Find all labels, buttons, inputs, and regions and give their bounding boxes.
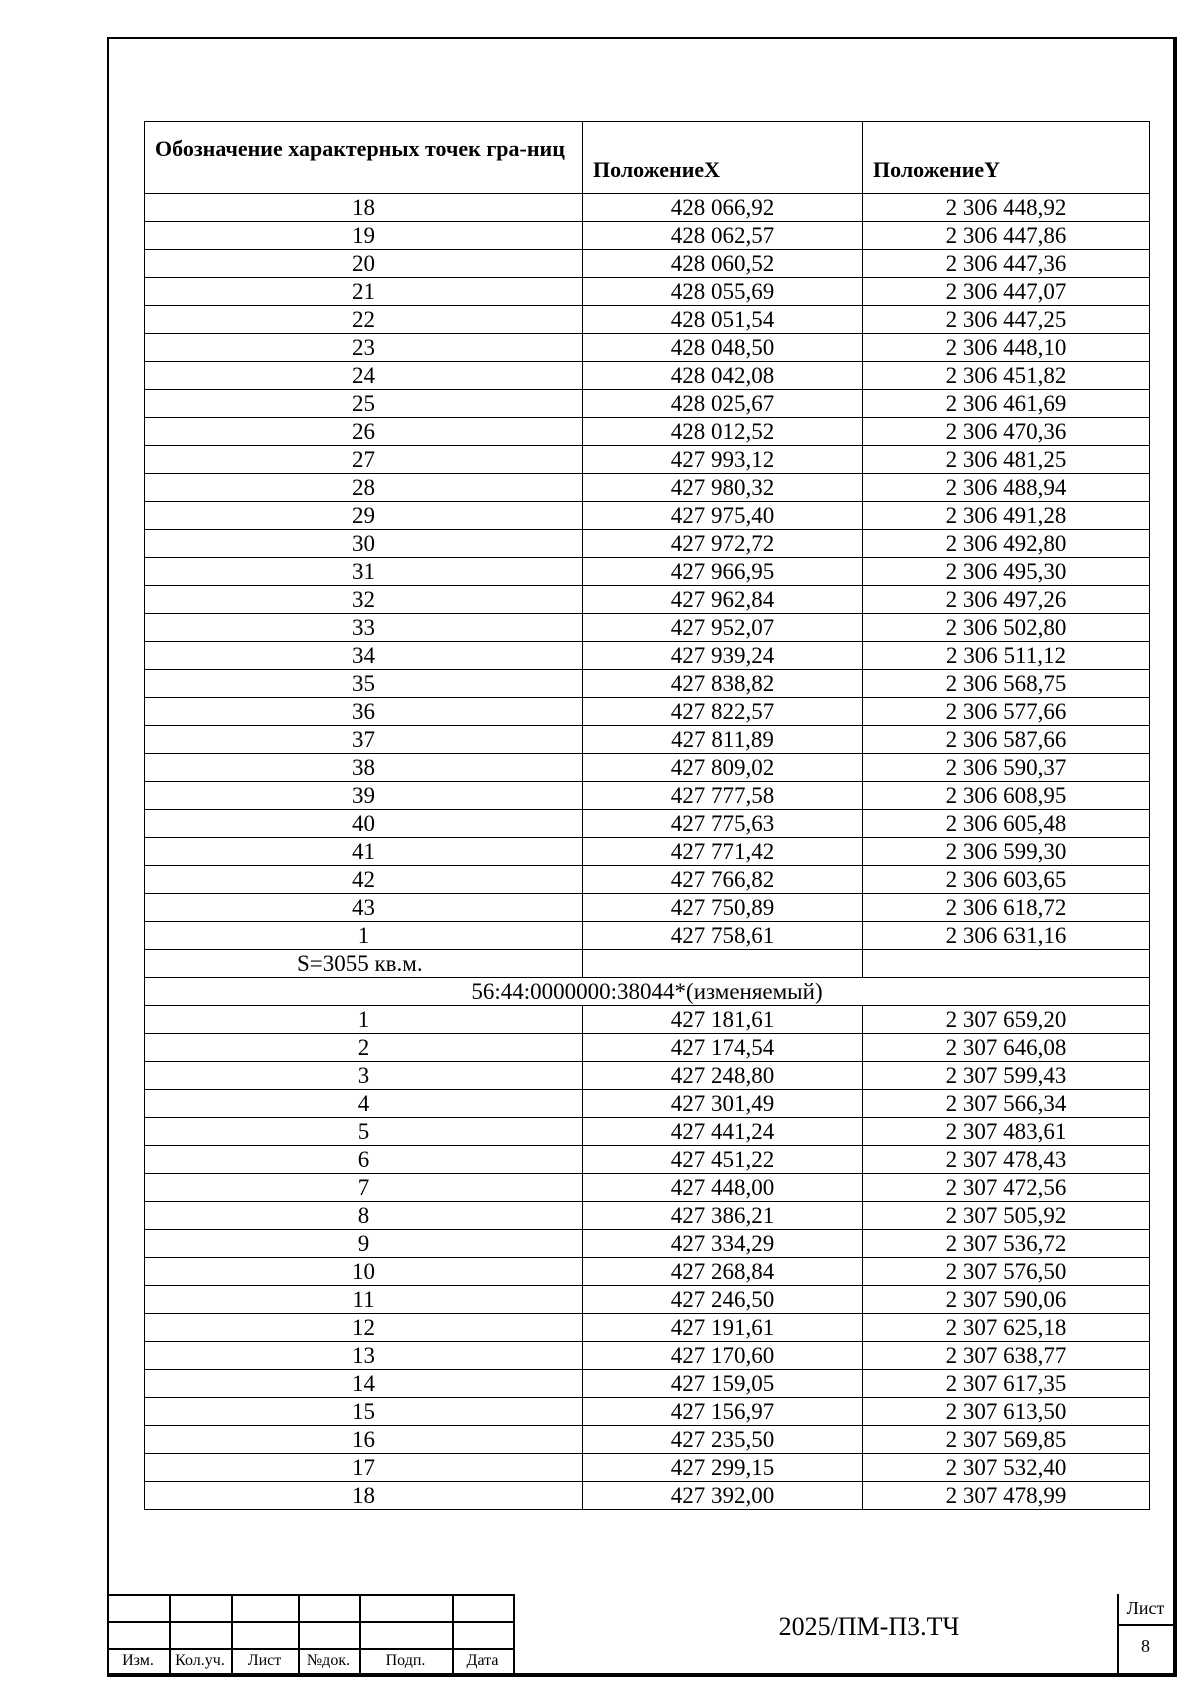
position-x-cell: 427 174,54: [583, 1034, 863, 1062]
position-x-cell: 427 952,07: [583, 614, 863, 642]
point-number-cell: 25: [145, 390, 583, 418]
point-number-cell: 42: [145, 866, 583, 894]
table-row: [145, 1398, 1150, 1426]
stamp-label-date: Дата: [466, 1652, 499, 1669]
frame-edge: [107, 1675, 1177, 1677]
position-x-cell: 428 012,52: [583, 418, 863, 446]
table-row: [145, 530, 1150, 558]
title-block: [107, 1594, 1175, 1675]
point-number-cell: 26: [145, 418, 583, 446]
point-number-cell: 3: [145, 1062, 583, 1090]
position-x-cell: 427 838,82: [583, 670, 863, 698]
table-row: [145, 446, 1150, 474]
point-number-cell: 23: [145, 334, 583, 362]
position-x-cell: 427 334,29: [583, 1230, 863, 1258]
position-y-cell: 2 306 605,48: [863, 810, 1150, 838]
position-x-cell: 427 191,61: [583, 1314, 863, 1342]
point-number-cell: 1: [145, 922, 583, 950]
position-x-cell: 427 758,61: [583, 922, 863, 950]
position-y-cell: 2 307 625,18: [863, 1314, 1150, 1342]
position-y-cell: 2 307 566,34: [863, 1090, 1150, 1118]
position-y-cell: 2 306 448,10: [863, 334, 1150, 362]
point-number-cell: 33: [145, 614, 583, 642]
point-number-cell: 7: [145, 1174, 583, 1202]
position-x-cell: 427 766,82: [583, 866, 863, 894]
position-y-cell: 2 306 603,65: [863, 866, 1150, 894]
table-row: [145, 222, 1150, 250]
stamp-label-sheet: Лист: [247, 1652, 282, 1669]
position-x-cell: 427 386,21: [583, 1202, 863, 1230]
point-number-cell: 16: [145, 1426, 583, 1454]
position-y-cell: 2 307 505,92: [863, 1202, 1150, 1230]
header-point-designation: Обозначение характерных точек гра-ниц: [145, 122, 583, 194]
document-number: 2025/ПМ-ПЗ.ТЧ: [778, 1612, 960, 1641]
position-y-cell: 2 307 536,72: [863, 1230, 1150, 1258]
table-body: [145, 194, 1150, 1510]
table-row: [145, 502, 1150, 530]
table-row: [145, 1174, 1150, 1202]
header-position-x: ПоложениеX: [583, 122, 863, 194]
position-y-cell: 2 306 451,82: [863, 362, 1150, 390]
point-number-cell: 5: [145, 1118, 583, 1146]
position-x-cell: 427 750,89: [583, 894, 863, 922]
position-y-cell: 2 306 461,69: [863, 390, 1150, 418]
position-y-cell: 2 307 646,08: [863, 1034, 1150, 1062]
point-number-cell: 15: [145, 1398, 583, 1426]
point-number-cell: 24: [145, 362, 583, 390]
position-y-cell: 2 306 608,95: [863, 782, 1150, 810]
sheet-label: Лист: [1126, 1598, 1165, 1618]
position-y-cell: 2 307 569,85: [863, 1426, 1150, 1454]
position-x-cell: 427 301,49: [583, 1090, 863, 1118]
position-y-cell: 2 307 599,43: [863, 1062, 1150, 1090]
point-number-cell: 27: [145, 446, 583, 474]
point-number-cell: 12: [145, 1314, 583, 1342]
position-y-cell: 2 306 568,75: [863, 670, 1150, 698]
table-row: [145, 1454, 1150, 1482]
table-row: [145, 1034, 1150, 1062]
position-x-cell: 427 156,97: [583, 1398, 863, 1426]
position-y-cell: 2 307 617,35: [863, 1370, 1150, 1398]
position-x-cell: 427 980,32: [583, 474, 863, 502]
position-y-cell: 2 306 497,26: [863, 586, 1150, 614]
position-y-cell: 2 307 576,50: [863, 1258, 1150, 1286]
point-number-cell: 18: [145, 1482, 583, 1510]
position-y-cell: 2 307 483,61: [863, 1118, 1150, 1146]
table-row: [145, 810, 1150, 838]
table-row: [145, 1118, 1150, 1146]
point-number-cell: 6: [145, 1146, 583, 1174]
position-x-cell: 428 055,69: [583, 278, 863, 306]
point-number-cell: 43: [145, 894, 583, 922]
position-x-cell: 427 246,50: [583, 1286, 863, 1314]
position-y-cell: 2 307 532,40: [863, 1454, 1150, 1482]
point-number-cell: 37: [145, 726, 583, 754]
position-y-cell: 2 306 587,66: [863, 726, 1150, 754]
position-x-cell: 427 975,40: [583, 502, 863, 530]
table-row: [145, 558, 1150, 586]
position-x-cell: 427 268,84: [583, 1258, 863, 1286]
position-y-cell: 2 306 447,86: [863, 222, 1150, 250]
position-x-cell: 427 170,60: [583, 1342, 863, 1370]
position-y-cell: 2 306 491,28: [863, 502, 1150, 530]
table-row: [145, 334, 1150, 362]
point-number-cell: 40: [145, 810, 583, 838]
position-y-cell: 2 307 472,56: [863, 1174, 1150, 1202]
position-x-cell: 427 248,80: [583, 1062, 863, 1090]
point-number-cell: 38: [145, 754, 583, 782]
position-y-cell: 2 306 492,80: [863, 530, 1150, 558]
table-row: [145, 250, 1150, 278]
point-number-cell: 4: [145, 1090, 583, 1118]
point-number-cell: 39: [145, 782, 583, 810]
sheet-number: 8: [1141, 1636, 1150, 1656]
position-y-cell: 2 306 502,80: [863, 614, 1150, 642]
position-y-cell: 2 306 448,92: [863, 194, 1150, 222]
point-number-cell: 2: [145, 1034, 583, 1062]
position-y-cell: 2 306 618,72: [863, 894, 1150, 922]
position-y-cell: 2 307 478,43: [863, 1146, 1150, 1174]
table-row: [145, 1314, 1150, 1342]
empty-cell: [583, 950, 863, 978]
position-x-cell: 427 777,58: [583, 782, 863, 810]
position-x-cell: 428 048,50: [583, 334, 863, 362]
position-y-cell: 2 307 638,77: [863, 1342, 1150, 1370]
table-row: [145, 614, 1150, 642]
position-x-cell: 428 042,08: [583, 362, 863, 390]
position-x-cell: 427 822,57: [583, 698, 863, 726]
point-number-cell: 18: [145, 194, 583, 222]
point-number-cell: 36: [145, 698, 583, 726]
cadastral-number-title: 56:44:0000000:38044*(изменяемый): [145, 978, 1150, 1006]
table-row: [145, 1342, 1150, 1370]
point-number-cell: 34: [145, 642, 583, 670]
point-number-cell: 28: [145, 474, 583, 502]
position-x-cell: 427 392,00: [583, 1482, 863, 1510]
point-number-cell: 31: [145, 558, 583, 586]
table-row: [145, 698, 1150, 726]
area-value: S=3055 кв.м.: [145, 950, 583, 978]
table-row: [145, 782, 1150, 810]
table-row: [145, 586, 1150, 614]
table-row: [145, 922, 1150, 950]
position-x-cell: 427 159,05: [583, 1370, 863, 1398]
empty-cell: [863, 950, 1150, 978]
position-x-cell: 427 448,00: [583, 1174, 863, 1202]
point-number-cell: 1: [145, 1006, 583, 1034]
table-row: [145, 838, 1150, 866]
position-y-cell: 2 306 495,30: [863, 558, 1150, 586]
position-x-cell: 428 062,57: [583, 222, 863, 250]
position-x-cell: 427 771,42: [583, 838, 863, 866]
table-row: [145, 194, 1150, 222]
position-x-cell: 427 811,89: [583, 726, 863, 754]
table-row: [145, 1062, 1150, 1090]
table-row: [145, 894, 1150, 922]
position-x-cell: 427 299,15: [583, 1454, 863, 1482]
position-y-cell: 2 306 599,30: [863, 838, 1150, 866]
point-number-cell: 41: [145, 838, 583, 866]
position-y-cell: 2 307 478,99: [863, 1482, 1150, 1510]
table-row: [145, 1202, 1150, 1230]
position-x-cell: 427 966,95: [583, 558, 863, 586]
position-x-cell: 428 025,67: [583, 390, 863, 418]
table-row: [145, 306, 1150, 334]
point-number-cell: 30: [145, 530, 583, 558]
table-row: [145, 1370, 1150, 1398]
point-number-cell: 20: [145, 250, 583, 278]
position-x-cell: 427 972,72: [583, 530, 863, 558]
position-x-cell: 427 441,24: [583, 1118, 863, 1146]
table-row: [145, 1482, 1150, 1510]
position-y-cell: 2 306 488,94: [863, 474, 1150, 502]
table-row: [145, 866, 1150, 894]
table-row: [145, 278, 1150, 306]
point-number-cell: 10: [145, 1258, 583, 1286]
position-y-cell: 2 307 590,06: [863, 1286, 1150, 1314]
point-number-cell: 29: [145, 502, 583, 530]
point-number-cell: 13: [145, 1342, 583, 1370]
table-row: [145, 1146, 1150, 1174]
position-x-cell: 428 066,92: [583, 194, 863, 222]
stamp-label-change: Изм.: [122, 1652, 154, 1669]
table-row: [145, 474, 1150, 502]
position-x-cell: 427 962,84: [583, 586, 863, 614]
table-row: [145, 1230, 1150, 1258]
position-y-cell: 2 306 470,36: [863, 418, 1150, 446]
table-row: [145, 418, 1150, 446]
stamp-label-signature: Подп.: [385, 1652, 426, 1669]
section-row: [145, 978, 1150, 1006]
table-row: [145, 642, 1150, 670]
header-position-y: ПоложениеY: [863, 122, 1150, 194]
position-y-cell: 2 306 631,16: [863, 922, 1150, 950]
table-row: [145, 390, 1150, 418]
position-y-cell: 2 307 613,50: [863, 1398, 1150, 1426]
area-row: [145, 950, 1150, 978]
table-row: [145, 726, 1150, 754]
point-number-cell: 35: [145, 670, 583, 698]
table-row: [145, 1006, 1150, 1034]
position-x-cell: 427 993,12: [583, 446, 863, 474]
table-row: [145, 754, 1150, 782]
point-number-cell: 19: [145, 222, 583, 250]
table-row: [145, 1258, 1150, 1286]
point-number-cell: 11: [145, 1286, 583, 1314]
position-x-cell: 427 939,24: [583, 642, 863, 670]
stamp-label-doc-number: №док.: [306, 1652, 351, 1669]
point-number-cell: 8: [145, 1202, 583, 1230]
stamp-label-count: Кол.уч.: [175, 1652, 225, 1669]
position-x-cell: 427 181,61: [583, 1006, 863, 1034]
point-number-cell: 14: [145, 1370, 583, 1398]
table-row: [145, 1426, 1150, 1454]
coordinates-table: [144, 121, 1150, 1510]
table-row: [145, 1286, 1150, 1314]
position-y-cell: 2 306 447,07: [863, 278, 1150, 306]
frame-edge: [1175, 37, 1177, 1677]
position-y-cell: 2 306 590,37: [863, 754, 1150, 782]
point-number-cell: 17: [145, 1454, 583, 1482]
position-x-cell: 427 775,63: [583, 810, 863, 838]
position-y-cell: 2 306 447,36: [863, 250, 1150, 278]
position-x-cell: 427 809,02: [583, 754, 863, 782]
point-number-cell: 21: [145, 278, 583, 306]
position-y-cell: 2 306 577,66: [863, 698, 1150, 726]
position-x-cell: 427 451,22: [583, 1146, 863, 1174]
position-y-cell: 2 306 447,25: [863, 306, 1150, 334]
point-number-cell: 9: [145, 1230, 583, 1258]
table-row: [145, 1090, 1150, 1118]
position-y-cell: 2 306 511,12: [863, 642, 1150, 670]
position-x-cell: 427 235,50: [583, 1426, 863, 1454]
table-row: [145, 670, 1150, 698]
position-x-cell: 428 060,52: [583, 250, 863, 278]
point-number-cell: 32: [145, 586, 583, 614]
table-header-row: [145, 122, 1150, 194]
position-x-cell: 428 051,54: [583, 306, 863, 334]
position-y-cell: 2 307 659,20: [863, 1006, 1150, 1034]
point-number-cell: 22: [145, 306, 583, 334]
position-y-cell: 2 306 481,25: [863, 446, 1150, 474]
table-row: [145, 362, 1150, 390]
